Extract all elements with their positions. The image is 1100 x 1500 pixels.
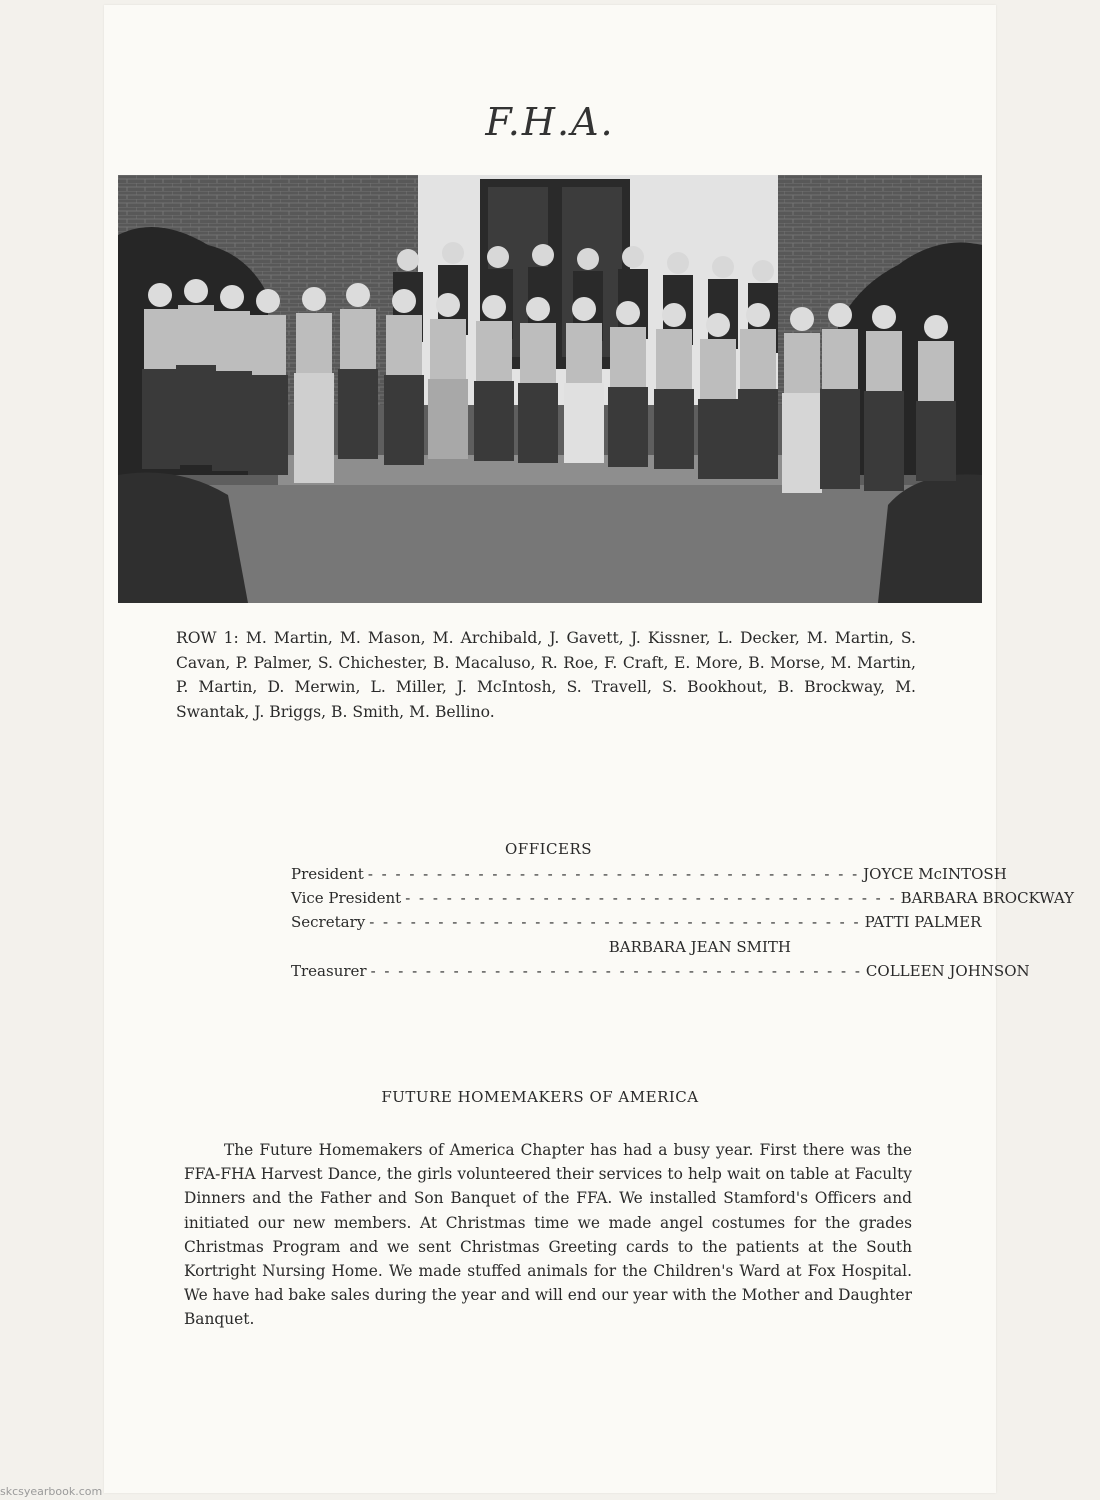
officer-name: PATTI PALMER <box>864 913 982 932</box>
officer-role: President <box>291 865 364 883</box>
article-body <box>184 1138 912 1332</box>
watermark: skcsyearbook.com <box>0 1485 103 1498</box>
photo-caption: ROW 1: M. Martin, M. Mason, M. Archibald, J. Gavett, J. Kissner, L. Decker, M. Martin, S. Cavan, P. Palmer, S. Chichester, B. Macaluso, R. Roe, F. Craft, E. More, B. Morse, M. Martin, P. Martin, D. Merwin, L. Miller, J. McIntosh, S. Travell, S. Bookhout, B. Brockway, M. Swantak, J. Briggs, B. Smith, M. Bellino. <box>176 629 916 721</box>
officer-role: Treasurer <box>291 961 367 980</box>
officer-role: Vice President <box>291 889 402 908</box>
officer-name: JOYCE McINTOSH <box>863 865 1007 883</box>
page-title: F.H.A. <box>485 100 615 144</box>
leader-dots: - - - - - - - - - - - - - - - - - - - - - - - - - - - - - - - - - - - - <box>369 913 861 932</box>
article-paragraph: The Future Homemakers of America Chapter has had a busy year. First there was the FFA-FHA Harvest Dance, the girls volunteered their services to help wait on table at Faculty Dinners and the Father and Son Banquet of the FFA. We installed Stamford's Officers and initiated our new members. At Christmas time we made angel costumes for the grades Christmas Program and we sent Christmas Greeting cards to the patients at the South Kortright Nursing Home. We made stuffed animals for the Children's Ward at Fox Hospital. We have had bake sales during the year and will end our year with the Mother and Daughter Banquet. <box>184 1141 912 1329</box>
section-heading: FUTURE HOMEMAKERS OF AMERICA <box>381 1088 699 1106</box>
officer-name: BARBARA JEAN SMITH <box>608 937 791 956</box>
leader-dots: - - - - - - - - - - - - - - - - - - - - - - - - - - - - - - - - - - - - <box>405 889 897 908</box>
officer-role: Secretary <box>291 913 366 932</box>
officer-row <box>291 862 1007 886</box>
officer-row <box>291 959 1030 983</box>
officers-list <box>291 862 1075 983</box>
officer-row <box>291 910 982 934</box>
officer-row <box>291 886 1075 910</box>
leader-dots: - - - - - - - - - - - - - - - - - - - - - - - - - - - - - - - - - - - - <box>367 865 860 883</box>
officers-heading: OFFICERS <box>505 840 593 858</box>
officer-name: BARBARA BROCKWAY <box>900 889 1075 908</box>
officer-row <box>291 935 791 959</box>
officer-name: COLLEEN JOHNSON <box>865 961 1030 980</box>
group-photo <box>118 175 982 603</box>
leader-dots: - - - - - - - - - - - - - - - - - - - - - - - - - - - - - - - - - - - - <box>370 961 862 980</box>
